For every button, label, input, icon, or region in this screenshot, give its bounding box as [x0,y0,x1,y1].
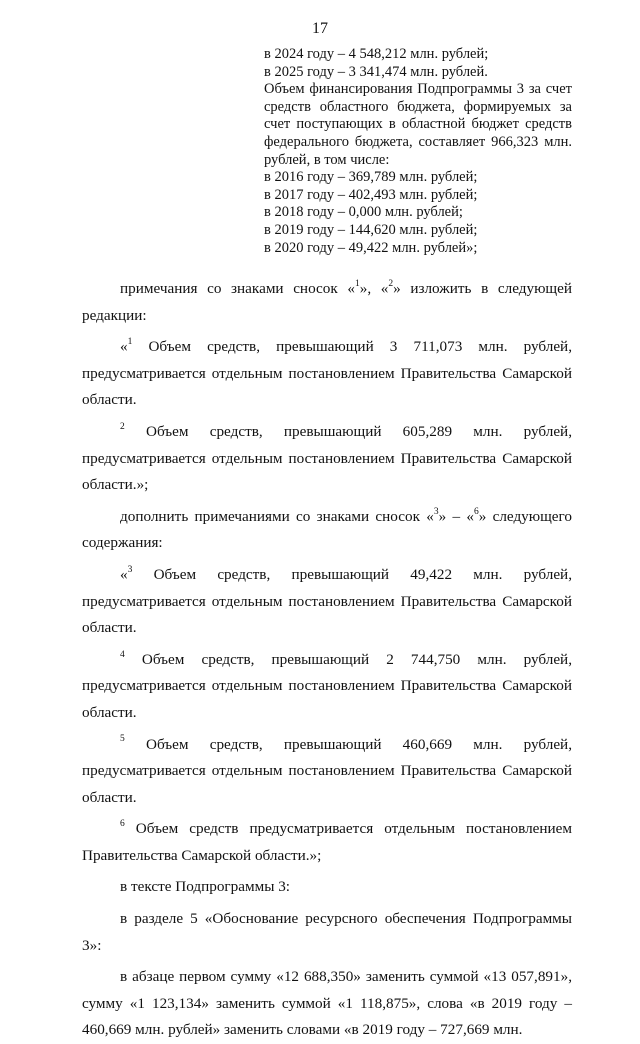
page-number: 17 [312,20,328,37]
funding-line-2016: в 2016 году – 369,789 млн. рублей; [264,169,478,186]
funding-line-2017: в 2017 году – 402,493 млн. рублей; [264,186,478,203]
footnote-6: $^6$ Объем средств предусматривается отдельным постановлением Правительства Самарской области.»; [82,819,572,864]
footnote-5: $^5$ Объем средств, превышающий 460,669 млн. рублей, предусматривается отдельным постановлением Правительства Самарской области. [82,734,572,806]
footnote-3: «$^3$ Объем средств, превышающий 49,422 млн. рублей, предусматривается отдельным постановлением Правительства Самарской области. [82,564,572,637]
instruction-paragraph: в тексте Подпрограммы 3: [120,878,291,896]
funding-continuation [264,46,572,257]
funding-line-2020: в 2020 году – 49,422 млн. рублей»; [264,239,478,256]
instruction-paragraph: примечания со знаками сносок «$^1$», «$^2$» изложить в следующей редакции: [82,278,572,324]
funding-line-2025: в 2025 году – 3 341,474 млн. рублей. [264,63,488,80]
footnote-4: $^4$ Объем средств, превышающий 2 744,750 млн. рублей, предусматривается отдельным постановлением Правительства Самарской области. [82,649,572,721]
footnote-2: $^2$ Объем средств, превышающий 605,289 млн. рублей, предусматривается отдельным постановлением Правительства Самарской области.»; [82,421,572,494]
funding-line-2019: в 2019 году – 144,620 млн. рублей; [264,221,478,238]
funding-line-2018: в 2018 году – 0,000 млн. рублей; [264,204,463,221]
instruction-paragraph: дополнить примечаниями со знаками сносок «$^3$» – «$^6$» следующего содержания: [82,506,572,552]
instruction-paragraph: в абзаце первом сумму «12 688,350» заменить суммой «13 057,891», сумму «1 123,134» заменить суммой «1 118,875», слова «в 2019 году – 460,669 млн. рублей» заменить словами «в 2019 году – 727,669 млн. [82,968,572,1039]
instruction-paragraph: в разделе 5 «Обоснование ресурсного обеспечения Подпрограммы 3»: [82,910,572,954]
footnote-1: «$^1$ Объем средств, превышающий 3 711,073 млн. рублей, предусматривается отдельным постановлением Правительства Самарской области. [82,337,572,409]
funding-paragraph: Объем финансирования Подпрограммы 3 за счет средств областного бюджета, формируемых за счет поступающих в областной бюджет средств федерального бюджета, составляет 966,323 млн. рублей, в том числе: [264,81,572,168]
document-body [82,276,572,1044]
funding-line-2024: в 2024 году – 4 548,212 млн. рублей; [264,46,489,62]
